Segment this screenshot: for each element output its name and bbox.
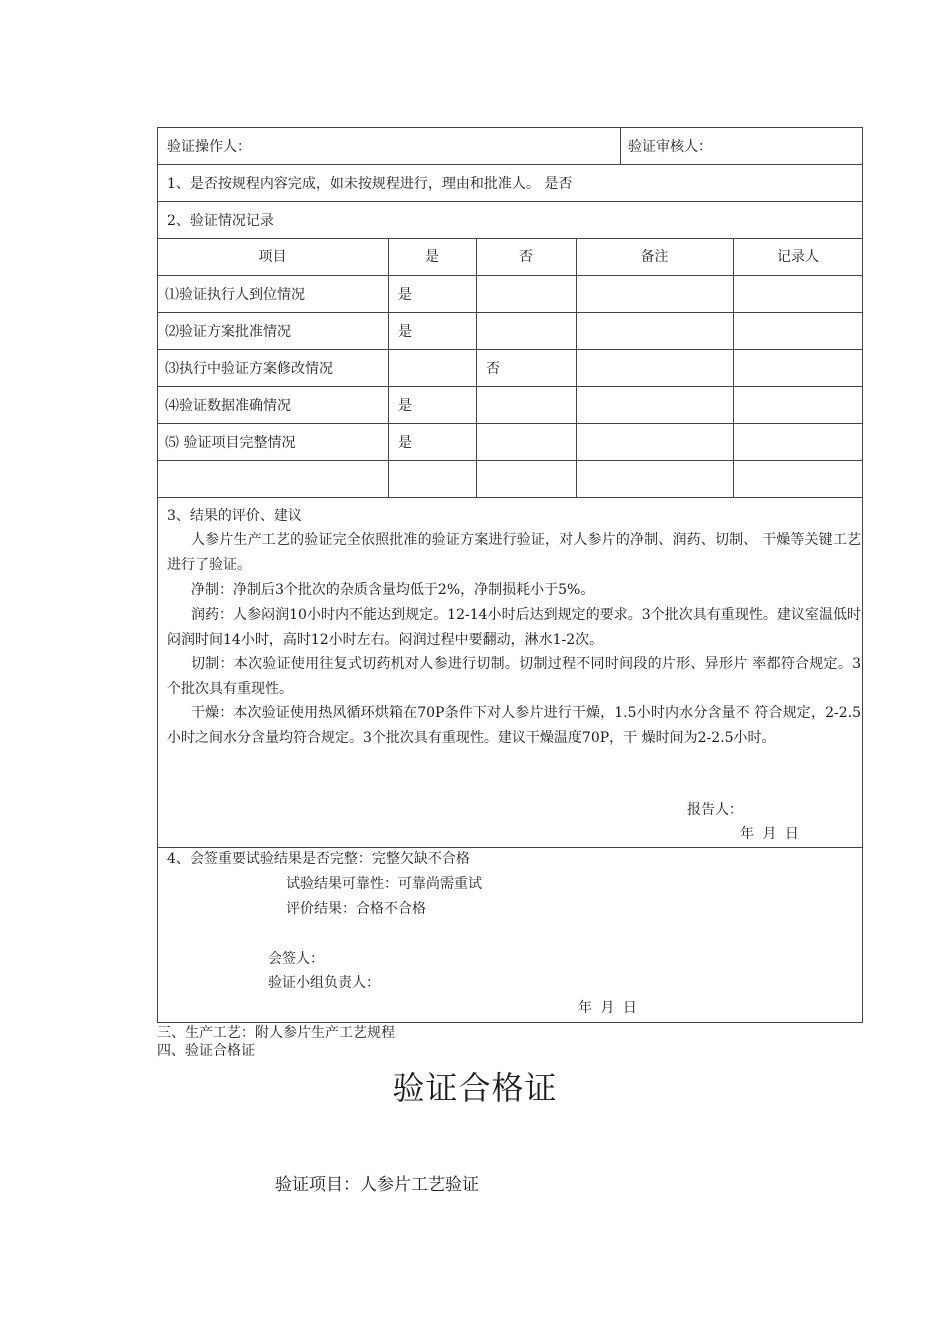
certificate-title: 验证合格证 — [392, 1069, 558, 1107]
row-divider — [157, 164, 863, 165]
section-2-title: 2、验证情况记录 — [167, 213, 274, 229]
row-divider — [157, 201, 863, 202]
row-divider — [157, 238, 863, 239]
row-divider — [157, 460, 863, 461]
reporter-label: 报告人： — [687, 802, 743, 818]
col-divider — [476, 238, 477, 497]
section-4-line-1: 4、会签重要试验结果是否完整：完整欠缺不合格 — [167, 851, 470, 867]
question-1: 1、是否按规程内容完成，如未按规程进行，理由和批准人。 是否 — [167, 176, 573, 192]
col-divider — [733, 238, 734, 497]
table-row-item: ⑴验证执行人到位情况 — [165, 287, 305, 303]
table-row-no: 否 — [486, 361, 500, 377]
process-line: 三、生产工艺：附人参片生产工艺规程 — [157, 1025, 395, 1041]
column-header-yes: 是 — [425, 249, 439, 265]
report-date: 年 月 日 — [740, 826, 799, 842]
col-divider — [620, 127, 621, 164]
evaluation-paragraph: 净制：净制后3个批次的杂质含量均低于2%，净制损耗小于5%。 — [191, 582, 595, 598]
col-divider — [576, 238, 577, 497]
table-row-item: ⑸ 验证项目完整情况 — [165, 435, 296, 451]
row-divider — [157, 349, 863, 350]
column-header-no: 否 — [519, 249, 533, 265]
evaluation-paragraph: 干燥：本次验证使用热风循环烘箱在70P条件下对人参片进行干燥，1.5小时内水分含量不 符合规定，2-2.5小时之间水分含量均符合规定。3个批次具有重现性。建议干燥温度70P，干 燥时间为2-2.5小时。 — [167, 705, 861, 746]
group-leader-label: 验证小组负责人： — [268, 975, 380, 991]
table-row-yes: 是 — [398, 324, 412, 340]
row-divider — [157, 312, 863, 313]
table-row-yes: 是 — [398, 435, 412, 451]
section-3-title: 3、结果的评价、建议 — [167, 508, 302, 524]
column-header-remarks: 备注 — [640, 249, 669, 265]
table-row-item: ⑷验证数据准确情况 — [165, 398, 291, 414]
certificate-item: 验证项目：人参片工艺验证 — [275, 1175, 479, 1195]
table-row-yes: 是 — [398, 287, 412, 303]
column-header-item: 项目 — [258, 249, 287, 265]
table-row-yes: 是 — [398, 398, 412, 414]
certificate-heading-line: 四、验证合格证 — [157, 1043, 255, 1059]
section-4-line-2: 试验结果可靠性：可靠尚需重试 — [286, 876, 482, 892]
evaluation-paragraph: 切制：本次验证使用往复式切药机对人参进行切制。切制过程不同时间段的片形、异形片 率都符合规定。3个批次具有重现性。 — [167, 656, 861, 697]
evaluation-paragraph: 润药：人参闷润10小时内不能达到规定。12-14小时后达到规定的要求。3个批次具有重现性。建议室温低时闷润时间14小时，高时12小时左右。闷润过程中要翻动，淋水1-2次。 — [167, 607, 861, 648]
column-header-recorder: 记录人 — [777, 249, 819, 265]
cosign-date: 年 月 日 — [578, 1000, 637, 1016]
row-divider — [157, 423, 863, 424]
row-divider — [157, 847, 863, 848]
operator-label: 验证操作人： — [167, 139, 251, 155]
row-divider — [157, 275, 863, 276]
row-divider — [157, 386, 863, 387]
section-4-line-3: 评价结果：合格不合格 — [286, 901, 426, 917]
cosign-label: 会签人： — [268, 951, 324, 967]
col-divider — [388, 238, 389, 497]
evaluation-paragraph: 人参片生产工艺的验证完全依照批准的验证方案进行验证，对人参片的净制、润药、切制、 干燥等关键工艺进行了验证。 — [167, 532, 861, 573]
table-row-item: ⑶执行中验证方案修改情况 — [165, 361, 333, 377]
reviewer-label: 验证审核人： — [628, 139, 712, 155]
table-row-item: ⑵验证方案批准情况 — [165, 324, 291, 340]
row-divider — [157, 497, 863, 498]
